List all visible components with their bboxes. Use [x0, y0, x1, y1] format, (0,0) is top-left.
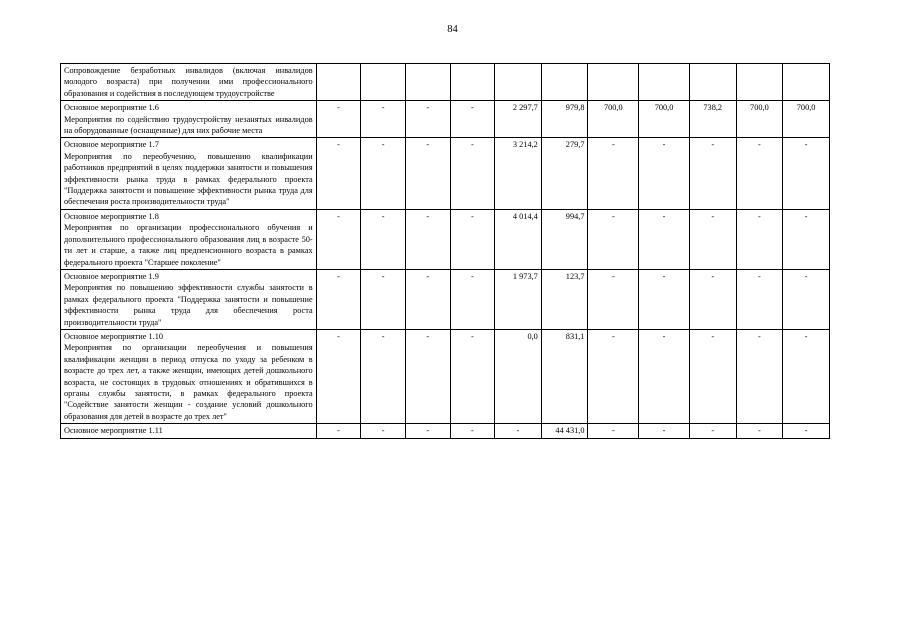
value-cell: - — [689, 269, 736, 329]
value-cell: 979,8 — [541, 101, 588, 138]
value-cell: - — [495, 424, 542, 438]
activity-text: Мероприятия по организации профессионального обучения и дополнительного профессионального образования лиц в возрасте 50-ти лет и старше, а также лиц предпенсионного возраста в рамках федерального проекта "Старшее поколение" — [64, 223, 313, 267]
value-cell: - — [361, 329, 406, 423]
value-cell — [450, 64, 495, 101]
value-cell: 44 431,0 — [541, 424, 588, 438]
table-row — [61, 269, 830, 329]
value-cell: - — [405, 138, 450, 209]
value-cell: - — [361, 424, 406, 438]
activity-text: Мероприятия по повышению эффективности службы занятости в рамках федерального проекта "Поддержка занятости и повышение эффективности рынка труда для обеспечения роста производительности труда" — [64, 283, 313, 327]
activity-text: Мероприятия по содействию трудоустройству незанятых инвалидов на оборудованные (оснащенные) для них рабочие места — [64, 114, 313, 136]
value-cell: - — [783, 269, 830, 329]
activity-description — [61, 269, 317, 329]
value-cell: - — [361, 138, 406, 209]
value-cell: - — [783, 424, 830, 438]
activity-title: Основное мероприятие 1.8 — [64, 211, 159, 221]
activity-description — [61, 64, 317, 101]
activity-title: Основное мероприятие 1.11 — [64, 426, 163, 436]
value-cell: - — [450, 138, 495, 209]
value-cell: 700,0 — [588, 101, 639, 138]
value-cell: - — [316, 101, 361, 138]
value-cell: - — [783, 329, 830, 423]
value-cell: 700,0 — [639, 101, 690, 138]
value-cell: - — [316, 209, 361, 269]
value-cell: - — [689, 424, 736, 438]
budget-table — [60, 63, 830, 439]
value-cell: - — [405, 209, 450, 269]
value-cell: - — [361, 209, 406, 269]
value-cell: - — [588, 329, 639, 423]
value-cell: 3 214,2 — [495, 138, 542, 209]
value-cell — [405, 64, 450, 101]
activity-title: Основное мероприятие 1.9 — [64, 271, 159, 281]
activity-description — [61, 329, 317, 423]
value-cell — [495, 64, 542, 101]
table-row — [61, 64, 830, 101]
value-cell: 700,0 — [783, 101, 830, 138]
value-cell: - — [405, 101, 450, 138]
activity-text: Мероприятия по переобучению, повышению квалификации работников предприятий в целях поддержки занятости и повышения эффективности рынка труда в рамках федерального проекта "Поддержка занятости и повышение эффективности рынка труда для обеспечения роста производительности труда" — [64, 151, 313, 207]
value-cell: 0,0 — [495, 329, 542, 423]
value-cell: 700,0 — [736, 101, 783, 138]
activity-description — [61, 209, 317, 269]
activity-text: Мероприятия по организации переобучения и повышения квалификации женщин в период отпуска по уходу за ребенком в возрасте до трех лет, а также женщин, имеющих детей дошкольного возраста, не состоящих в трудовых отношениях и обратившихся в органы службы занятости, в рамках федерального проекта "Содействие занятости женщин - создание условий дошкольного образования для детей в возрасте до трех лет" — [64, 343, 313, 421]
value-cell: 4 014,4 — [495, 209, 542, 269]
value-cell: - — [588, 209, 639, 269]
activity-title: Основное мероприятие 1.10 — [64, 331, 164, 341]
value-cell: - — [736, 329, 783, 423]
value-cell: 994,7 — [541, 209, 588, 269]
value-cell: - — [783, 138, 830, 209]
value-cell: - — [639, 329, 690, 423]
value-cell: - — [316, 424, 361, 438]
value-cell: - — [639, 209, 690, 269]
value-cell: 1 973,7 — [495, 269, 542, 329]
value-cell: 2 297,7 — [495, 101, 542, 138]
activity-title: Основное мероприятие 1.7 — [64, 140, 159, 150]
table-row — [61, 209, 830, 269]
value-cell — [783, 64, 830, 101]
value-cell: - — [405, 424, 450, 438]
value-cell: - — [736, 138, 783, 209]
value-cell: - — [361, 269, 406, 329]
value-cell: - — [588, 424, 639, 438]
value-cell: - — [689, 138, 736, 209]
value-cell — [361, 64, 406, 101]
activity-text: Сопровождение безработных инвалидов (включая инвалидов молодого возраста) при получении ими профессионального образования и содействия в последующем трудоустройстве — [64, 66, 313, 98]
value-cell: - — [450, 269, 495, 329]
value-cell: - — [639, 138, 690, 209]
value-cell: - — [450, 424, 495, 438]
value-cell — [689, 64, 736, 101]
value-cell: 279,7 — [541, 138, 588, 209]
value-cell: - — [316, 329, 361, 423]
value-cell: - — [316, 138, 361, 209]
value-cell: - — [639, 269, 690, 329]
value-cell — [316, 64, 361, 101]
value-cell: - — [588, 269, 639, 329]
value-cell: - — [588, 138, 639, 209]
value-cell: - — [736, 424, 783, 438]
value-cell: - — [405, 329, 450, 423]
activity-description — [61, 424, 317, 438]
value-cell: 831,1 — [541, 329, 588, 423]
table-row — [61, 138, 830, 209]
value-cell: - — [361, 101, 406, 138]
table-row — [61, 329, 830, 423]
value-cell: - — [689, 329, 736, 423]
activity-title: Основное мероприятие 1.6 — [64, 103, 159, 113]
page-number: 84 — [447, 24, 458, 35]
value-cell: - — [783, 209, 830, 269]
value-cell — [588, 64, 639, 101]
value-cell: - — [450, 209, 495, 269]
table-row — [61, 424, 830, 438]
value-cell: - — [639, 424, 690, 438]
value-cell: - — [405, 269, 450, 329]
value-cell — [541, 64, 588, 101]
value-cell — [639, 64, 690, 101]
value-cell: 738,2 — [689, 101, 736, 138]
activity-description — [61, 101, 317, 138]
activity-description — [61, 138, 317, 209]
value-cell: 123,7 — [541, 269, 588, 329]
value-cell: - — [689, 209, 736, 269]
value-cell: - — [450, 101, 495, 138]
value-cell: - — [450, 329, 495, 423]
value-cell: - — [316, 269, 361, 329]
value-cell: - — [736, 269, 783, 329]
value-cell — [736, 64, 783, 101]
table-row — [61, 101, 830, 138]
value-cell: - — [736, 209, 783, 269]
